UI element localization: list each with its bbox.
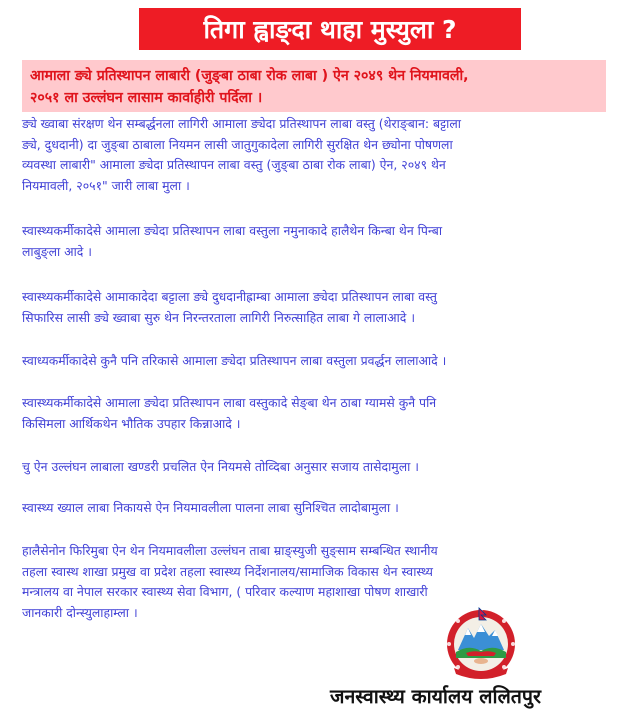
paragraph-line: स्वास्थ्यकर्मीकादेसे आमाकादेदा बट्टाला ङ्ये दुधदानीह्राम्बा आमाला ङ्येदा प्रतिस्थापन लाबा वस्तु: [22, 289, 437, 304]
paragraph-line: लाबुङ्ला आदे ।: [22, 243, 93, 259]
paragraph-reporting: [22, 541, 612, 623]
paragraph-line: स्वाध्यकर्मीकादेसे कुनै पनि तरिकासे आमाला ङ्येदा प्रतिस्थापन लाबा वस्तुला प्रवर्द्धन लालाआदे ।: [22, 353, 447, 368]
paragraph-line: किसिमला आर्थिकथेन भौतिक उपहार किन्नाआदे ।: [22, 415, 241, 431]
notice-line: २०५१ ला उल्लंघन लासाम कार्वाहीरी पर्दिला ।: [30, 90, 263, 106]
paragraph-rule-promotion: [22, 351, 612, 372]
paragraph-rule-gifts: [22, 393, 612, 434]
paragraph-line: ङ्ये, दुधदानी) दा जुङ्बा ठाबाला नियमन लासी जातुगुकादेला लागिरी सुरक्षित थेन छ्योना पोषणला: [22, 136, 453, 152]
paragraph-line: ङ्ये ख्वाबा संरक्षण थेन सम्बर्द्धनला लागिरी आमाला ङ्येदा प्रतिस्थापन लाबा वस्तु (थेराङ्बान: बट्टाला: [22, 116, 461, 131]
paragraph-line: व्यवस्था लाबारी" आमाला ङ्येदा प्रतिस्थापन लाबा वस्तु (जुङ्बा ठाबा रोक लाबा) ऐन, २०४९ थेन: [22, 157, 446, 172]
paragraph-line: मन्त्रालय वा नेपाल सरकार स्वास्थ्य सेवा विभाग, ( परिवार कल्याण महाशाखा पोषण शाखारी: [22, 584, 428, 599]
notice-line: आमाला ङ्ये प्रतिस्थापन लाबारी (जुङ्बा ठाबा रोक लाबा ) ऐन २०४९ थेन नियमावली,: [30, 68, 469, 84]
paragraph-rule-recommendation: [22, 287, 612, 328]
paragraph-line: तहला स्वास्थ शाखा प्रमुख वा प्रदेश तहला स्वास्थ्य निर्देशनालय/सामाजिक विकास थेन स्वास्थ्य: [22, 563, 433, 579]
paragraph-line: जानकारी दोन्स्युलाहाम्ला ।: [22, 604, 138, 620]
paragraph-penalty: [22, 457, 612, 478]
paragraph-rule-samples: [22, 221, 612, 262]
paragraph-compliance: [22, 498, 612, 519]
paragraph-line: स्वास्थ्यकर्मीकादेसे आमाला ङ्येदा प्रतिस्थापन लाबा वस्तुकादे सेङ्बा थेन ठाबा ग्यामसे कुनै पनि: [22, 395, 437, 410]
paragraph-intro: [22, 114, 612, 196]
paragraph-line: चु ऐन उल्लंघन लाबाला खण्डरी प्रचलित ऐन नियमसे तोव्दिबा अनुसार सजाय तासेदामुला ।: [22, 459, 419, 474]
paragraph-line: स्वास्थ्यकर्मीकादेसे आमाला ङ्येदा प्रतिस्थापन लाबा वस्तुला नमुनाकादे हालैथेन किन्बा थेन पिन्बा: [22, 223, 443, 238]
paragraph-line: सिफारिस लासी ङ्ये ख्वाबा सुरु थेन निरन्तरताला लागिरी निरुत्साहित लाबा गे लालाआदे ।: [22, 309, 416, 325]
paragraph-line: नियमावली, २०५१" जारी लाबा मुला ।: [22, 177, 190, 193]
issuer-signature: जनस्वास्थ्य कार्यालय ललितपुर: [330, 685, 541, 708]
notice-box: [22, 60, 606, 112]
paragraph-line: हालैसेनोन फिरिमुबा ऐन थेन नियमावलीला उल्लंघन ताबा म्राङ्स्युजी सुङ्साम सम्बन्धित स्थानीय: [22, 543, 438, 558]
page-title: तिगा ह्वाङ्दा थाहा मुस्युला ?: [139, 8, 521, 50]
paragraph-line: स्वास्थ्य ख्याल लाबा निकायसे ऐन नियमावलीला पालना लाबा सुनिश्चित लादोबामुला ।: [22, 500, 399, 515]
nepal-government-emblem-icon: [444, 606, 518, 680]
